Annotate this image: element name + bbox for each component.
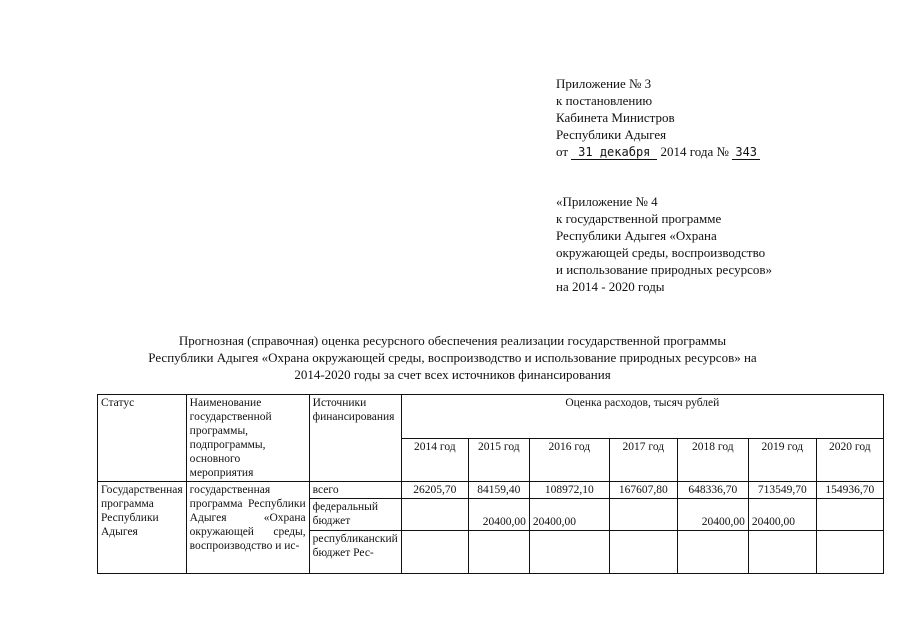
value-cell: 26205,70 <box>401 482 468 499</box>
table-header-row <box>98 395 884 439</box>
name-cell: государственная программа Республики Адыгея «Охрана окружающей среды, воспроизводство и ис- <box>186 482 309 574</box>
value-cell <box>529 531 609 574</box>
value-cell: 84159,40 <box>468 482 529 499</box>
decree-date: 31 декабря <box>571 145 657 160</box>
header-status: Статус <box>98 395 187 482</box>
appendix-4-header <box>556 193 772 295</box>
header-year: 2018 год <box>677 438 748 482</box>
status-cell: Государственная программа Республики Адыгея <box>98 482 187 574</box>
appendix-3-line: Кабинета Министров <box>556 110 675 125</box>
value-cell <box>609 499 677 531</box>
appendix-3-title: Приложение № 3 <box>556 76 652 91</box>
header-year: 2015 год <box>468 438 529 482</box>
appendix-4-line: к государственной программе <box>556 211 722 226</box>
title-line: Республики Адыгея «Охрана окружающей среды, воспроизводство и использование природных ресурсов» на <box>148 350 757 365</box>
value-cell <box>401 531 468 574</box>
value-cell: 167607,80 <box>609 482 677 499</box>
header-year: 2014 год <box>401 438 468 482</box>
table-row <box>98 482 884 499</box>
header-expenses: Оценка расходов, тысяч рублей <box>401 395 883 439</box>
appendix-3-line: к постановлению <box>556 93 653 108</box>
appendix-3-date-line <box>556 143 760 160</box>
appendix-4-line: Республики Адыгея «Охрана <box>556 228 717 243</box>
appendix-4-line: на 2014 - 2020 годы <box>556 279 665 294</box>
value-cell: 154936,70 <box>816 482 883 499</box>
value-cell <box>816 499 883 531</box>
value-cell: 20400,00 <box>748 499 816 531</box>
date-prefix: от <box>556 144 569 159</box>
value-cell: 713549,70 <box>748 482 816 499</box>
financing-table <box>97 394 884 574</box>
title-line: Прогнозная (справочная) оценка ресурсного обеспечения реализации государственной программы <box>178 333 727 348</box>
appendix-4-title: «Приложение № 4 <box>556 194 658 209</box>
value-cell: 108972,10 <box>529 482 609 499</box>
value-cell <box>677 531 748 574</box>
value-cell <box>609 531 677 574</box>
header-year: 2016 год <box>529 438 609 482</box>
appendix-3-header <box>556 75 760 160</box>
appendix-4-line: и использование природных ресурсов» <box>556 262 773 277</box>
header-sources: Источники финансирования <box>309 395 401 482</box>
source-cell: республиканский бюджет Рес- <box>309 531 401 574</box>
source-cell: всего <box>309 482 401 499</box>
value-cell <box>748 531 816 574</box>
value-cell <box>816 531 883 574</box>
decree-number: 343 <box>732 145 760 160</box>
value-cell: 20400,00 <box>677 499 748 531</box>
value-cell <box>468 531 529 574</box>
header-year: 2020 год <box>816 438 883 482</box>
value-cell: 20400,00 <box>529 499 609 531</box>
document-title <box>0 332 905 383</box>
appendix-4-line: окружающей среды, воспроизводство <box>556 245 766 260</box>
source-cell: федеральный бюджет <box>309 499 401 531</box>
header-name: Наименование государственной программы, подпрограммы, основного мероприятия <box>186 395 309 482</box>
title-line: 2014-2020 годы за счет всех источников финансирования <box>294 367 611 382</box>
appendix-3-line: Республики Адыгея <box>556 127 667 142</box>
header-year: 2019 год <box>748 438 816 482</box>
decree-year: 2014 года № <box>660 144 729 159</box>
value-cell <box>401 499 468 531</box>
header-year: 2017 год <box>609 438 677 482</box>
value-cell: 648336,70 <box>677 482 748 499</box>
value-cell: 20400,00 <box>468 499 529 531</box>
